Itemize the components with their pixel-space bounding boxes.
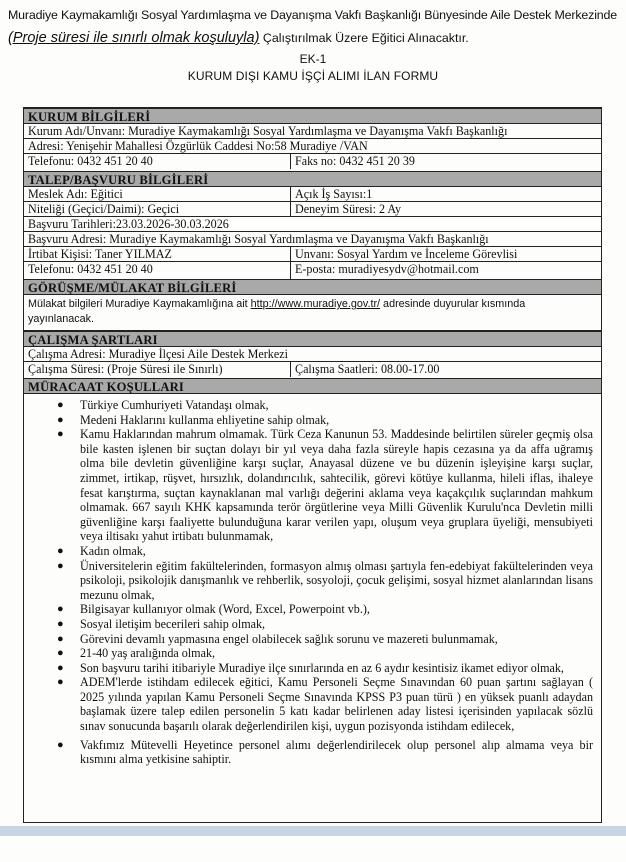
kurum-name-row [24,124,601,139]
list-item: ● Medeni Haklarını kullanma ehliyetine sahip olmak, [57,412,330,427]
bullet-icon: ● [57,399,64,411]
calisma-row-1 [24,347,601,362]
kurum-phone: Telefonu: 0432 451 20 40 [28,154,153,168]
list-item: ● ADEM'lerde istihdam edilecek eğitici, Kamu Personeli Seçme Sınavından 60 puan şartını sağlayan ( 2025 yılında yapılan Kamu Personeli Seçme Sınavında KPSS P3 puan türü ) en yüksek puanlı adaydan başlamak üzere talep edilen personelin 5 katı kadar belirlenen aday listesi içerisinden yapılacak sözlü sınav sonucunda başarılı olarak değerlendirilen kişi, uygun pozisyonda istihdam edilecek, [57,675,593,734]
annex-label: EK-1 [299,52,327,66]
list-item: ● Kamu Haklarından mahrum olmamak. Türk Ceza Kanunun 53. Maddesinde belirtilen süreler geçmiş olsa bile kasten işlenen bir suçtan dolayı bir yıl veya daha fazla süreyle hapis cezasına ya da affa uğramış olma bile devletin güvenliğine karşı suçlar, Anayasal düzene ve bu düzenin işleyişine karşı suçlar, zimmet, irtikap, rüşvet, hırsızlık, dolandırıcılık, sahtecilik, görevi kötüye kullanma, hileli iflas, ihaleye fesat karıştırma, suçtan kaynaklanan mal varlığı değerini aklama veya kaçakçılık suçlarından mahkum olmamak. 667 sayılı KHK kapsamında terör örgütlerine veya Milli Güvenlik Kurulu'nca Devletin milli güvenliğine karşı faaliyette bulunduğuna karar verilen yapı, oluşum veya gruplara üyeliği, mensubiyeti veya iltisakı yahut irtibatı bulunmamak, [57,427,593,544]
gorusme-text-post: adresinde duyurular kısmında [380,298,526,310]
list-item: ● Sosyal iletişim becerileri sahip olmak, [57,616,266,631]
basvuru-tarihleri: Başvuru Tarihleri:23.03.2026-30.03.2026 [28,217,229,231]
gorusme-text [24,295,601,330]
bullet-icon: ● [57,661,64,674]
deneyim-suresi: Deneyim Süresi: 2 Ay [290,202,601,216]
calisma-saatleri: Çalışma Saatleri: 08.00-17.00 [290,362,601,377]
talep-row-1 [24,187,601,202]
bullet-icon: ● [57,559,64,572]
bullet-icon: ● [57,603,64,616]
kurum-address: Adresi: Yenişehir Mahallesi Özgürlük Caddesi No:58 Muradiye /VAN [28,139,368,153]
project-duration-note: (Proje süresi ile sınırlı olmak koşuluyla) [8,30,260,46]
announcement-line-1: Muradiye Kaymakamlığı Sosyal Yardımlaşma ve Dayanışma Vakfı Başkanlığı Bünyesinde Aile Destek Merkezinde [8,8,618,22]
calisma-suresi: Çalışma Süresi: (Proje Süresi ile Sınırlı) [28,362,223,376]
talep-row-5 [24,247,601,262]
irtibat-unvani: Unvanı: Sosyal Yardım ve İnceleme Görevlisi [290,247,601,261]
gorusme-text-line2: yayınlanacak. [28,313,95,325]
list-item: ● Vakfımız Mütevelli Heyetince personel alımı değerlendirilecek olup personel alıp almama veya bir kısmını alma yetkisine sahiptir. [57,737,593,767]
acik-is-sayisi: Açık İş Sayısı:1 [290,187,601,201]
muradiye-website-link[interactable]: http://www.muradiye.gov.tr/ [250,298,381,310]
muracaat-list [24,398,601,767]
talep-telefon: Telefonu: 0432 451 20 40 [28,262,153,276]
list-item: ● Son başvuru tarihi itibariyle Muradiye ilçe sınırlarında en az 6 aydır kesintisiz ikamet ediyor olmak, [57,660,564,675]
list-item: ● 21-40 yaş aralığında olmak, [57,646,216,661]
section-calisma-sartlari: ÇALIŞMA ŞARTLARI [24,331,601,347]
announcement-line-2 [8,30,620,46]
talep-row-6 [24,262,601,279]
talep-row-2 [24,202,601,217]
gorusme-info [24,295,601,331]
list-item: ● Kadın olmak, [57,543,146,558]
kurum-address-row [24,139,601,154]
kurum-name: Kurum Adı/Unvanı: Muradiye Kaymakamlığı Sosyal Yardımlaşma ve Dayanışma Vakfı Başkanlığı [28,124,508,138]
section-gorusme-mulakat: GÖRÜŞME/MÜLAKAT BİLGİLERİ [24,279,601,295]
section-kurum-bilgileri: KURUM BİLGİLERİ [24,108,601,124]
talep-row-4 [24,232,601,247]
calisma-row-2 [24,362,601,377]
talep-row-3 [24,217,601,232]
kurum-fax: Faks no: 0432 451 20 39 [290,154,601,169]
kurum-contact-row [24,154,601,169]
irtibat-kisisi: İrtibat Kişisi: Taner YILMAZ [28,247,172,261]
bullet-icon: ● [57,647,64,660]
bullet-icon: ● [57,632,64,645]
section-talep-basvuru: TALEP/BAŞVURU BİLGİLERİ [24,171,601,187]
bullet-icon: ● [57,544,64,557]
list-item: ● Üniversitelerin eğitim fakültelerinden, formasyon almış olması şartıyla fen-edebiyat fakültelerinden veya psikoloji, psikolojik danışmanlık ve rehberlik, sosyoloji, çocuk gelişimi, sosyal hizmet alanlarından lisans mezunu olmak, [57,558,593,602]
bullet-icon: ● [57,738,64,751]
list-item: ● Görevini devamlı yapmasına engel olabilecek sağlık sorunu ve mazereti bulunmamak, [57,631,498,646]
niteligi: Niteliği (Geçici/Daimi): Geçici [28,202,180,216]
basvuru-adresi: Başvuru Adresi: Muradiye Kaymakamlığı Sosyal Yardımlaşma ve Dayanışma Vakfı Başkanlığı [28,232,489,246]
bullet-icon: ● [57,676,64,689]
list-item: ● Türkiye Cumhuriyeti Vatandaşı olmak, [57,398,269,412]
bullet-icon: ● [57,413,64,426]
section-muracaat-kosullari: MÜRACAAT KOŞULLARI [24,378,601,394]
calisma-adresi: Çalışma Adresi: Muradiye İlçesi Aile Destek Merkezi [28,347,288,361]
list-item: ● Bilgisayar kullanıyor olmak (Word, Excel, Powerpoint vb.), [57,602,370,617]
talep-eposta: E-posta: muradiyesydv@hotmail.com [290,262,601,279]
application-form [23,107,602,823]
form-title: KURUM DIŞI KAMU İŞÇİ ALIMI İLAN FORMU [187,69,439,83]
meslek-adi: Meslek Adı: Eğitici [28,187,123,201]
bullet-icon: ● [57,617,64,630]
scan-bottom-edge [0,826,626,836]
announcement-line-2-rest: Çalıştırılmak Üzere Eğitici Alınacaktır. [259,31,469,45]
bullet-icon: ● [57,428,64,441]
gorusme-text-pre: Mülakat bilgileri Muradiye Kaymakamlığına ait [28,298,251,310]
